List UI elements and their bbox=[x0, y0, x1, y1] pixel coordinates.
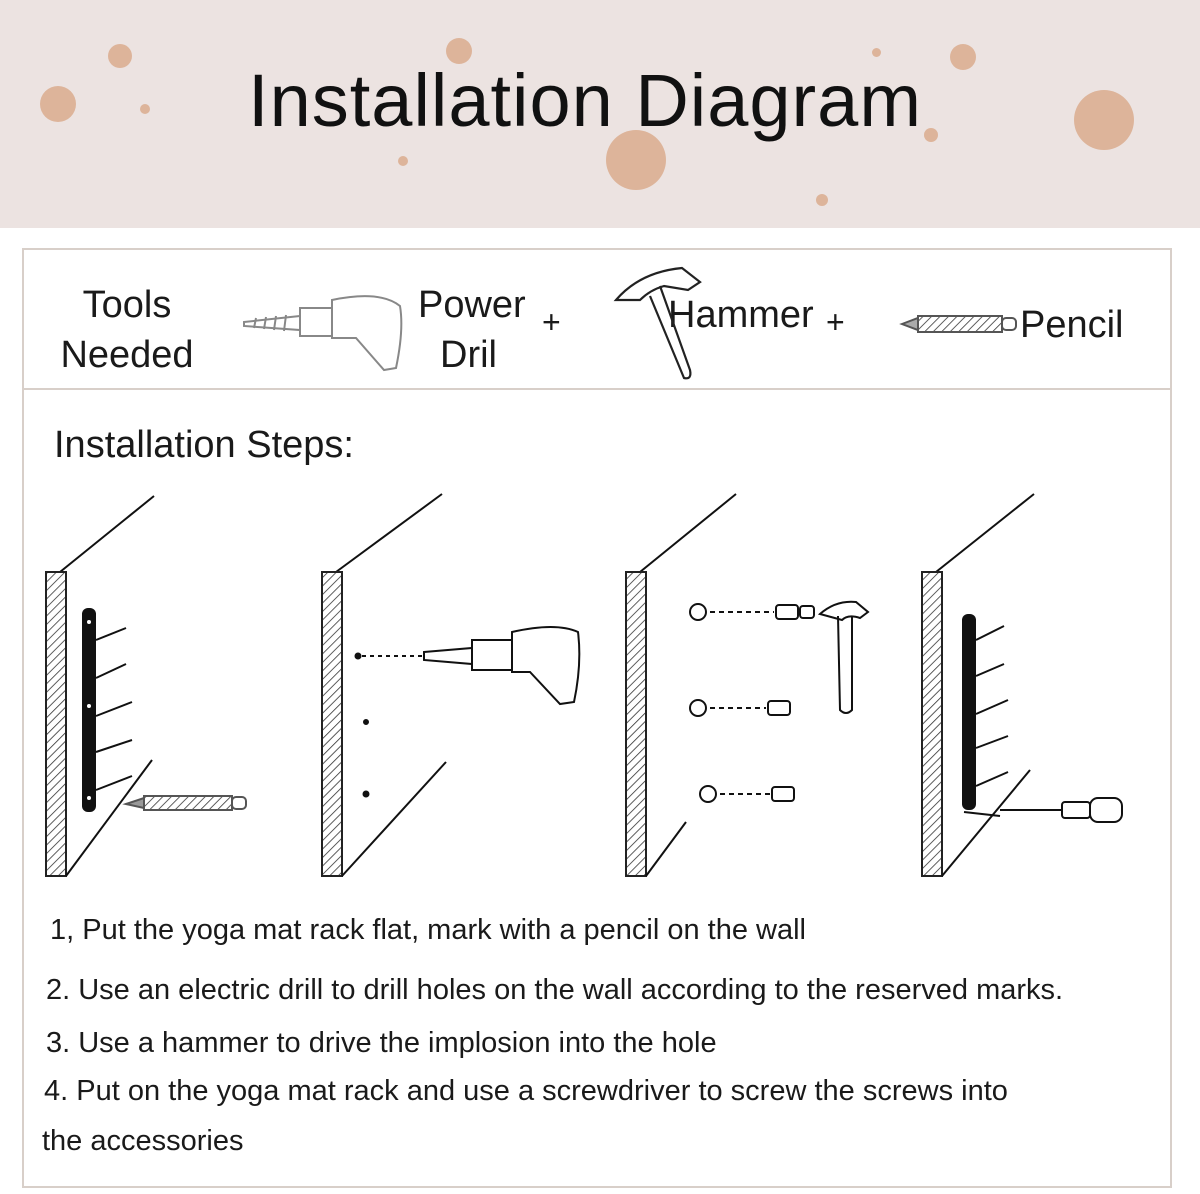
step-2-illustration bbox=[322, 494, 579, 876]
pencil-label: Pencil bbox=[1020, 304, 1124, 346]
plus-sign: + bbox=[826, 304, 845, 340]
step-1-illustration bbox=[46, 496, 246, 876]
step-4-illustration bbox=[922, 494, 1122, 876]
step-4-continued: the accessories bbox=[42, 1125, 244, 1157]
plus-sign: + bbox=[542, 304, 561, 340]
page-title: Installation Diagram bbox=[248, 59, 922, 142]
hammer-label: Hammer bbox=[668, 294, 814, 336]
steps-title: Installation Steps: bbox=[54, 424, 354, 466]
step-1: 1, Put the yoga mat rack flat, mark with a pencil on the wall bbox=[50, 914, 806, 946]
drill-label-line1: Power bbox=[418, 284, 526, 326]
tools-label-line1: Tools bbox=[82, 284, 172, 326]
tools-label-line2: Needed bbox=[60, 334, 194, 376]
step-3-illustration bbox=[626, 494, 868, 876]
step-3: 3. Use a hammer to drive the implosion into the hole bbox=[46, 1027, 717, 1059]
pencil-icon bbox=[902, 316, 1016, 332]
power-drill-icon bbox=[244, 296, 401, 370]
hammer-icon bbox=[616, 268, 700, 378]
drill-label-line2: Dril bbox=[440, 334, 497, 376]
step-4: 4. Put on the yoga mat rack and use a screwdriver to screw the screws into bbox=[44, 1075, 1008, 1107]
step-2: 2. Use an electric drill to drill holes on the wall according to the reserved marks. bbox=[46, 974, 1064, 1006]
